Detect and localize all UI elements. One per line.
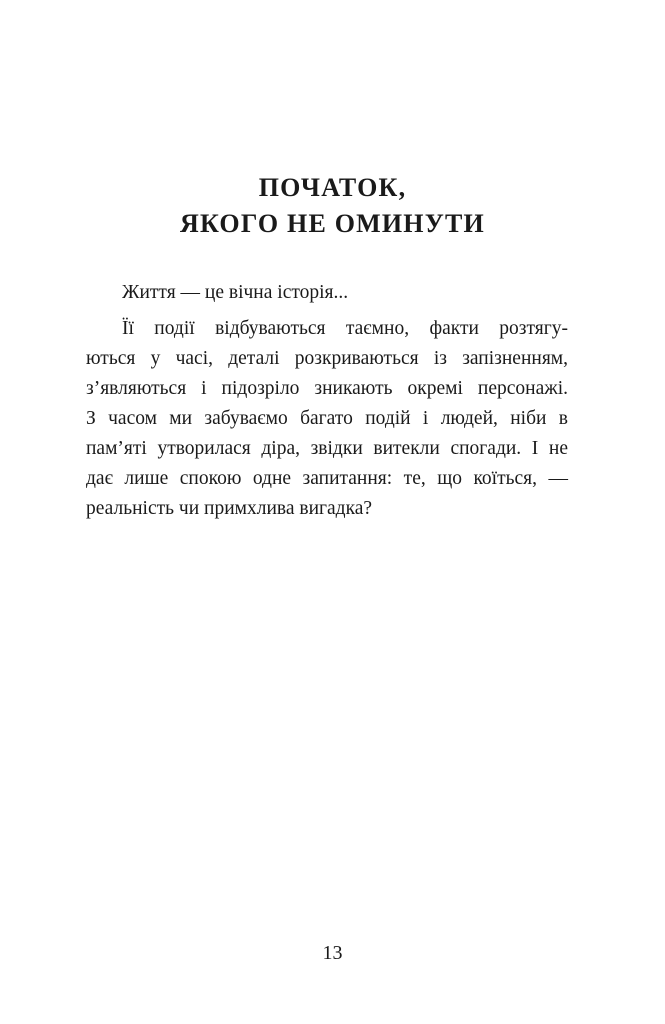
chapter-title — [0, 170, 665, 242]
paragraph-line: ються у часі, деталі розкриваються із запізненням, — [86, 348, 568, 369]
paragraph-line: З часом ми забуваємо багато подій і людей, ніби в — [86, 408, 568, 429]
chapter-title-line-2: ЯКОГО НЕ ОМИНУТИ — [180, 209, 485, 238]
paragraph-line: реальність чи примхлива вигадка? — [86, 498, 373, 519]
paragraph-main — [86, 314, 568, 524]
page-number: 13 — [322, 942, 343, 964]
paragraph-line: пам’яті утворилася діра, звідки витекли спогади. І не — [86, 438, 568, 459]
paragraph-line: Її події відбуваються таємно, факти розтягу- — [122, 318, 568, 339]
paragraph-line: з’являються і підозріло зникають окремі персонажі. — [86, 378, 568, 399]
chapter-title-line-1: ПОЧАТОК, — [258, 173, 407, 202]
paragraph-line: дає лише спокою одне запитання: те, що коїться, — — [86, 468, 568, 489]
paragraph-intro: Життя — це вічна історія... — [122, 282, 349, 303]
chapter-body — [86, 278, 568, 524]
